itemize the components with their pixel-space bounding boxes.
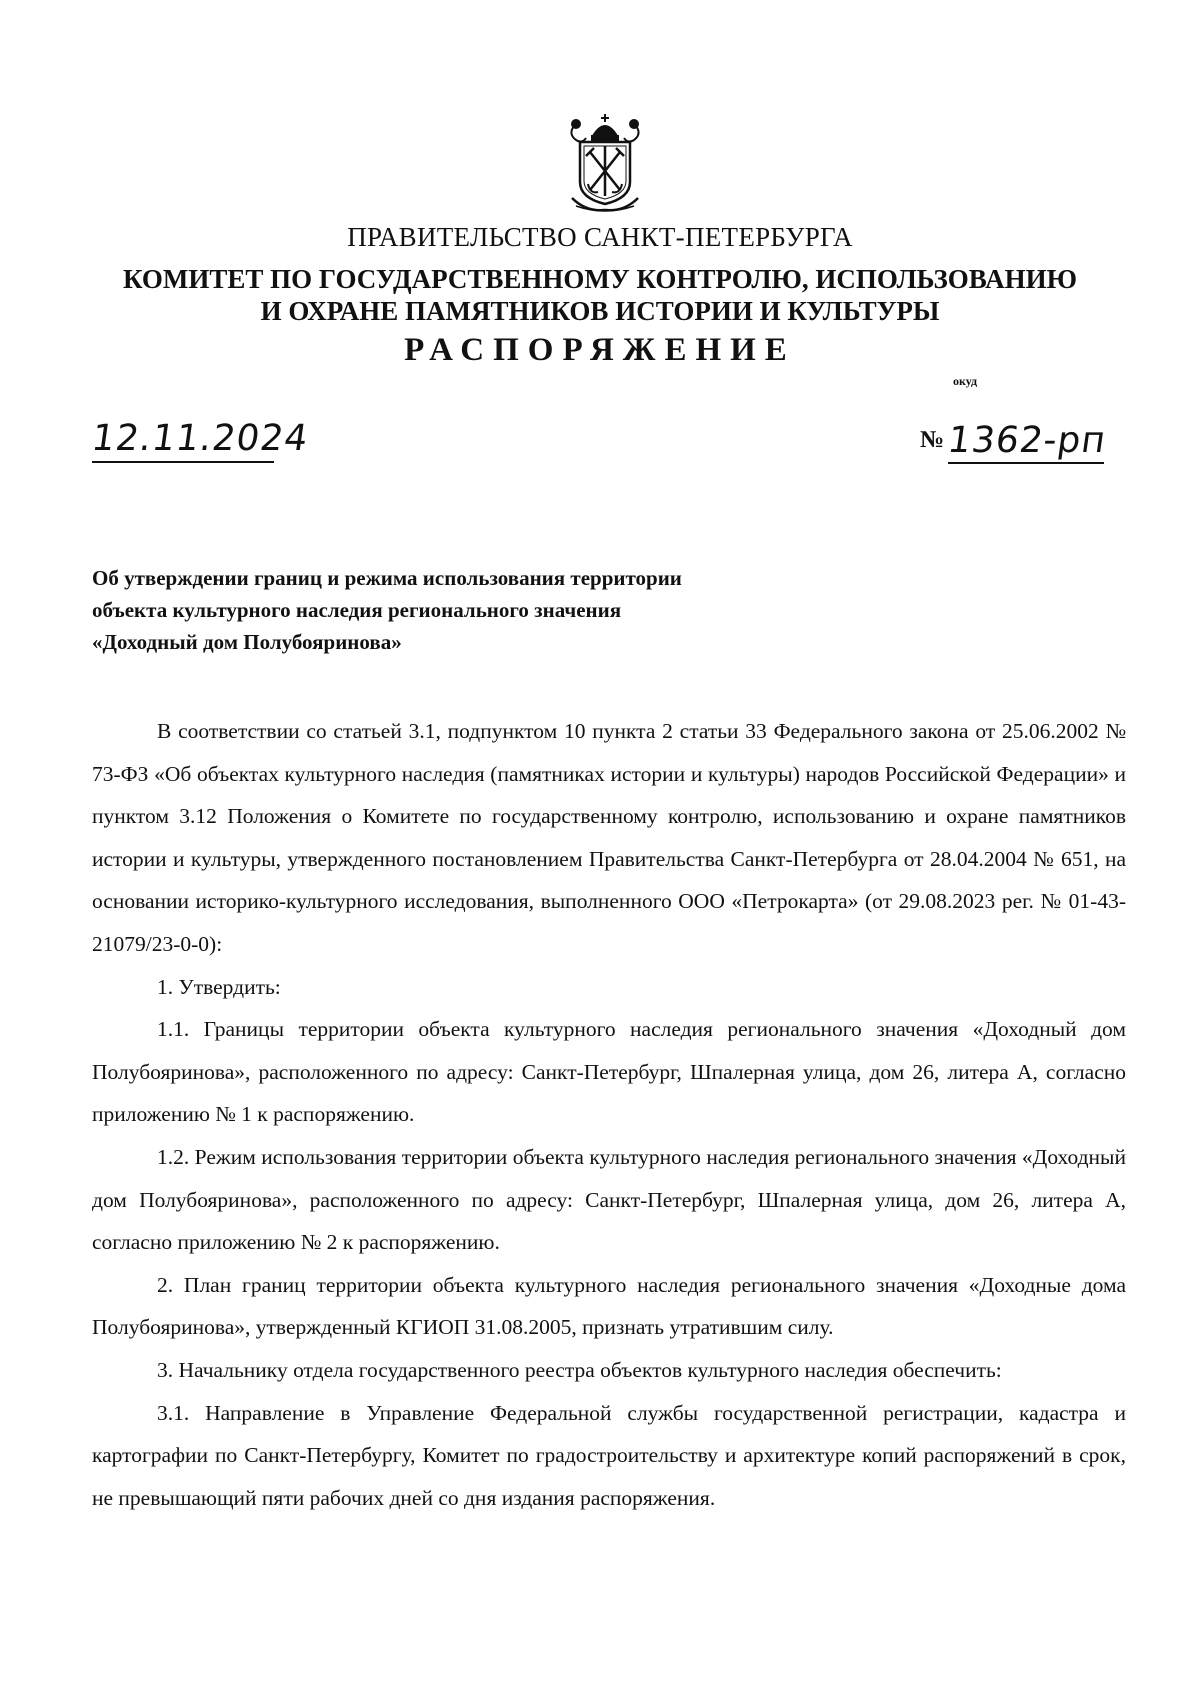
document-body — [92, 710, 1126, 1519]
subject-line-3: «Доходный дом Полубояринова» — [92, 630, 402, 654]
committee-name-line-2: И ОХРАНЕ ПАМЯТНИКОВ ИСТОРИИ И КУЛЬТУРЫ — [260, 296, 940, 326]
subject-line-2: объекта культурного наследия регионального значения — [92, 598, 622, 622]
number-sign: № — [920, 427, 945, 453]
document-subject — [92, 562, 852, 658]
subject-line-1: Об утверждении границ и режима использования территории — [92, 566, 682, 590]
committee-name-line-1: КОМИТЕТ ПО ГОСУДАРСТВЕННОМУ КОНТРОЛЮ, ИСПОЛЬЗОВАНИЮ — [123, 264, 1077, 294]
spb-coat-of-arms-icon — [566, 112, 644, 216]
document-date: 12.11.2024 — [89, 418, 312, 459]
item-1-2-paragraph: 1.2. Режим использования территории объекта культурного наследия регионального значения «Доходный дом Полубояринова», расположенного по адресу: Санкт-Петербург, Шпалерная улица, дом 26, литера А, согласно приложению № 2 к распоряжению. — [92, 1144, 1126, 1255]
item-1-paragraph: 1. Утвердить: — [157, 974, 281, 999]
okud-label: окуд — [953, 374, 978, 388]
date-underline — [92, 461, 274, 463]
preamble-paragraph: В соответствии со статьей 3.1, подпунктом 10 пункта 2 статьи 33 Федерального закона от 25.06.2002 № 73-ФЗ «Об объектах культурного наследия (памятниках истории и культуры) народов Российской Федерации» и пунктом 3.12 Положения о Комитете по государственному контролю, использованию и охране памятников истории и культуры, утвержденного постановлением Правительства Санкт-Петербурга от 28.04.2004 № 651, на основании историко-культурного исследования, выполненного ООО «Петрокарта» (от 29.08.2023 рег. № 01-43-21079/23-0-0): — [92, 719, 1126, 956]
document-number — [920, 420, 1110, 461]
item-2-paragraph: 2. План границ территории объекта культурного наследия регионального значения «Доходные дома Полубояринова», утвержденный КГИОП 31.08.2005, признать утратившим силу. — [92, 1272, 1126, 1340]
item-3-1-paragraph: 3.1. Направление в Управление Федеральной службы государственной регистрации, кадастра и картографии по Санкт-Петербургу, Комитет по градостроительству и архитектуре копий распоряжений в срок, не превышающий пяти рабочих дней со дня издания распоряжения. — [92, 1400, 1126, 1510]
government-name: ПРАВИТЕЛЬСТВО САНКТ-ПЕТЕРБУРГА — [347, 222, 853, 252]
item-3-paragraph: 3. Начальнику отдела государственного реестра объектов культурного наследия обеспечить: — [157, 1357, 1002, 1382]
number-value: 1362-рп — [945, 420, 1110, 461]
number-underline — [948, 462, 1104, 464]
document-type-title: РАСПОРЯЖЕНИЕ — [404, 332, 796, 368]
item-1-1-paragraph: 1.1. Границы территории объекта культурного наследия регионального значения «Доходный дом Полубояринова», расположенного по адресу: Санкт-Петербург, Шпалерная улица, дом 26, литера А, согласно приложению № 1 к распоряжению. — [92, 1017, 1126, 1127]
